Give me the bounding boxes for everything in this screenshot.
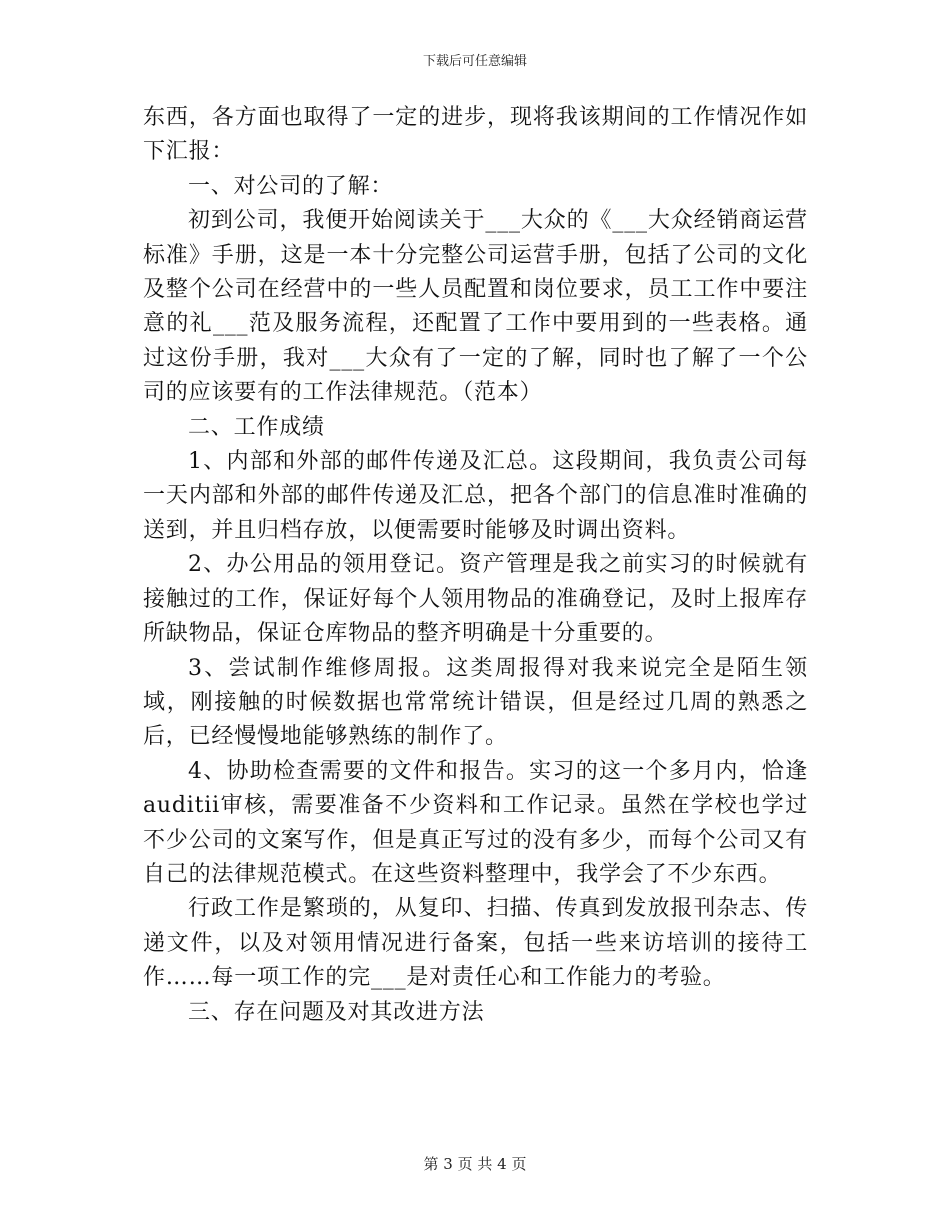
section-heading-problems: 三、存在问题及对其改进方法	[188, 999, 485, 1025]
paragraph-company-understanding: 初到公司，我便开始阅读关于___大众的《___大众经销商运营标准》手册，这是一本十分完整公司运营手册，包括了公司的文化及整个公司在经营中的一些人员配置和岗位要求，员工工作中要注意的礼___范及服务流程，还配置了工作中要用到的一些表格。通过这份手册，我对___大众有了一定的了解，同时也了解了一个公司的应该要有的工作法律规范。（范本）	[143, 208, 808, 406]
section-heading-achievements: 二、工作成绩	[188, 414, 325, 440]
paragraph-admin-work: 行政工作是繁琐的，从复印、扫描、传真到发放报刊杂志、传递文件，以及对领用情况进行备案，包括一些来访培训的接待工作……每一项工作的完___是对责任心和工作能力的考验。	[143, 896, 808, 991]
page-header-note: 下载后可任意编辑	[422, 54, 527, 69]
section-heading-company: 一、对公司的了解：	[188, 173, 394, 199]
paragraph-item-4: 4、协助检查需要的文件和报告。实习的这一个多月内，恰逢auditii审核，需要准备不少资料和工作记录。虽然在学校也学过不少公司的文案写作，但是真正写过的没有多少，而每个公司又有自己的法律规范模式。在这些资料整理中，我学会了不少东西。	[143, 758, 808, 887]
paragraph-item-3: 3、尝试制作维修周报。这类周报得对我来说完全是陌生领域，刚接触的时候数据也常常统计错误，但是经过几周的熟悉之后，已经慢慢地能够熟练的制作了。	[143, 655, 808, 750]
paragraph-item-2: 2、办公用品的领用登记。资产管理是我之前实习的时候就有接触过的工作，保证好每个人领用物品的准确登记，及时上报库存所缺物品，保证仓库物品的整齐明确是十分重要的。	[143, 552, 808, 647]
paragraph-continued: 东西，各方面也取得了一定的进步，现将我该期间的工作情况作如下汇报：	[143, 105, 808, 165]
paragraph-item-1: 1、内部和外部的邮件传递及汇总。这段期间，我负责公司每一天内部和外部的邮件传递及汇总，把各个部门的信息准时准确的送到，并且归档存放，以便需要时能够及时调出资料。	[143, 449, 808, 543]
document-body	[143, 101, 808, 1030]
page-number-footer: 第 3 页 共 4 页	[423, 1155, 527, 1173]
